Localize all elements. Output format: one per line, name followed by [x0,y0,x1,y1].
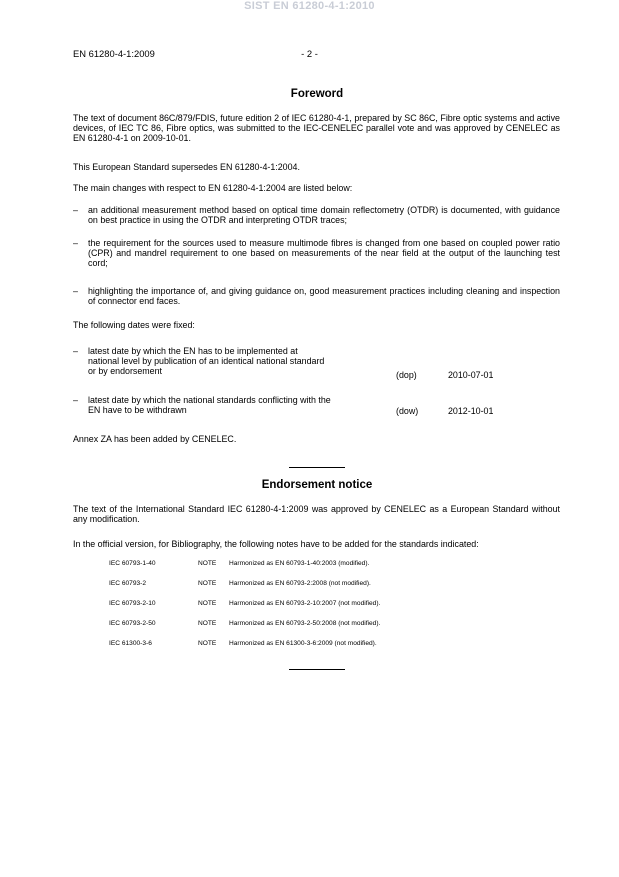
note-label: NOTE [198,580,217,587]
change-item: highlighting the importance of, and giving guidance on, good measurement practices including cleaning and inspection of connector end faces. [88,286,560,306]
bullet-dash: – [73,238,78,248]
bullet-dash: – [73,205,78,215]
date-item-abbreviation: (dop) [396,370,417,380]
annex-note: Annex ZA has been added by CENELEC. [73,434,237,444]
bullet-dash: – [73,346,78,356]
divider [289,669,345,670]
foreword-paragraph-3: The main changes with respect to EN 61280-4-1:2004 are listed below: [73,183,353,193]
endorsement-paragraph-1: The text of the International Standard IEC 61280-4-1:2009 was approved by CENELEC as a European Standard without any modification. [73,504,560,524]
date-item-value: 2012-10-01 [448,406,494,416]
note-standard: IEC 60793-2-50 [109,620,156,627]
foreword-paragraph-1: The text of document 86C/879/FDIS, future edition 2 of IEC 61280-4-1, prepared by SC 86C, Fibre optic systems and active devices, of IEC TC 86, Fibre optics, was submitted to the IEC-CENELEC parallel vote and was approved by CENELEC as EN 61280-4-1 on 2009-10-01. [73,113,560,143]
dates-intro: The following dates were fixed: [73,320,195,330]
note-text: Harmonized as EN 60793-2-10:2007 (not modified). [229,600,381,607]
note-label: NOTE [198,640,217,647]
note-standard: IEC 60793-1-40 [109,560,156,567]
divider [289,467,345,468]
note-label: NOTE [198,600,217,607]
document-id: EN 61280-4-1:2009 [73,48,155,59]
date-item-value: 2010-07-01 [448,370,494,380]
note-standard: IEC 61300-3-6 [109,640,152,647]
date-item-text: latest date by which the national standards conflicting with the EN have to be withdrawn [88,395,331,415]
note-text: Harmonized as EN 61300-3-6:2009 (not modified). [229,640,377,647]
bullet-dash: – [73,395,78,405]
change-item: an additional measurement method based on optical time domain reflectometry (OTDR) is documented, with guidance on best practice in using the OTDR and interpreting OTDR traces; [88,205,560,225]
note-label: NOTE [198,560,217,567]
bullet-dash: – [73,286,78,296]
date-item-abbreviation: (dow) [396,406,419,416]
page-number: - 2 - [301,48,318,59]
note-standard: IEC 60793-2 [109,580,147,587]
endorsement-paragraph-2: In the official version, for Bibliography, the following notes have to be added for the standards indicated: [73,539,479,549]
foreword-paragraph-2: This European Standard supersedes EN 61280-4-1:2004. [73,162,300,172]
foreword-title: Foreword [290,88,344,100]
note-text: Harmonized as EN 60793-1-40:2003 (modified). [229,560,370,567]
note-standard: IEC 60793-2-10 [109,600,156,607]
note-text: Harmonized as EN 60793-2:2008 (not modified). [229,580,371,587]
date-item-text: latest date by which the EN has to be implemented at national level by publication of an identical national standard or by endorsement [88,346,325,376]
note-text: Harmonized as EN 60793-2-50:2008 (not modified). [229,620,381,627]
watermark: SIST EN 61280-4-1:2010 [244,0,375,12]
change-item: the requirement for the sources used to measure multimode fibres is changed from one based on coupled power ratio (CPR) and mandrel requirement to one based on measurements of the near field at the output of the launching test cord; [88,238,560,268]
endorsement-title: Endorsement notice [261,479,373,491]
note-label: NOTE [198,620,217,627]
